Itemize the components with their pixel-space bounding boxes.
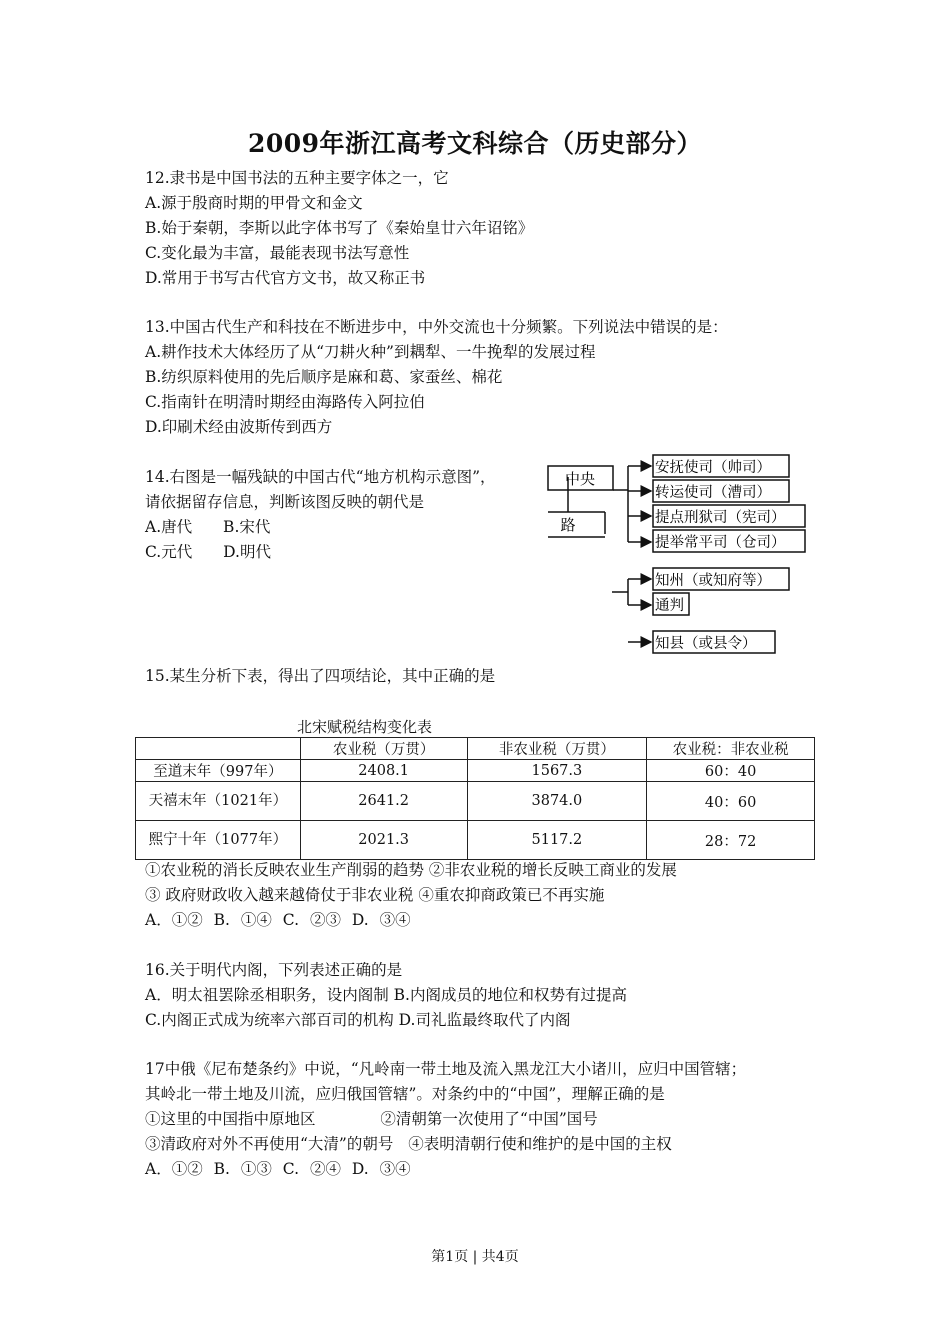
table-cell: 5117.2: [467, 821, 647, 860]
diagram-branch-4: 提举常平司（仓司）: [655, 535, 786, 551]
q14-stem-line2: 请依据留存信息，判断该图反映的朝代是: [145, 493, 425, 511]
q15-answers: A．①② B. ①④ C. ②③ D. ③④: [145, 911, 411, 929]
q17-stem-line2: 其岭北一带土地及川流，应归俄国管辖”。对条约中的“中国”，理解正确的是: [145, 1085, 665, 1103]
table-cell: 1567.3: [467, 760, 647, 782]
table-header-row: [136, 738, 815, 760]
q12-option-c: C.变化最为丰富，最能表现书法写意性: [145, 244, 410, 262]
q13-stem: 13.中国古代生产和科技在不断进步中，中外交流也十分频繁。下列说法中错误的是：: [145, 318, 728, 336]
q13-option-d: D.印刷术经由波斯传到西方: [145, 418, 333, 436]
page-footer: 第1页 | 共4页: [431, 1249, 519, 1265]
q13-option-a: A.耕作技术大体经历了从“刀耕火种”到耦犁、一牛挽犁的发展过程: [145, 343, 596, 361]
table-cell: 2408.1: [300, 760, 467, 782]
table-row: [136, 760, 815, 782]
tax-structure-table: [135, 737, 815, 860]
table-cell: 60：40: [647, 760, 815, 782]
q16-options-line2: C.内阁正式成为统率六部百司的机构 D.司礼监最终取代了内阁: [145, 1011, 571, 1029]
diagram-branch-2: 转运使司（漕司）: [655, 485, 771, 501]
table-cell: 至道末年（997年）: [136, 760, 301, 782]
q14-stem-line1: 14.右图是一幅残缺的中国古代“地方机构示意图”，: [145, 468, 496, 486]
diagram-zhizhou: 知州（或知府等）: [655, 573, 771, 589]
q12-option-d: D.常用于书写古代官方文书，故又称正书: [145, 269, 426, 287]
q12-stem: 12.隶书是中国书法的五种主要字体之一，它: [145, 169, 449, 187]
table-cell: 2641.2: [300, 782, 467, 821]
diagram-central-label: 中央: [564, 470, 596, 488]
local-institutions-diagram: [535, 452, 825, 662]
q15-statement-2: ③ 政府财政收入越来越倚仗于非农业税 ④重农抑商政策已不再实施: [145, 886, 605, 904]
q17-answers: A．①② B. ①③ C. ②④ D. ③④: [145, 1160, 411, 1178]
diagram-zhixian: 知县（或县令）: [655, 636, 757, 652]
q17-stem-line1: 17中俄《尼布楚条约》中说，“凡岭南一带土地及流入黑龙江大小诸川，应归中国管辖；: [145, 1060, 747, 1078]
q16-options-line1: A．明太祖罢除丞相职务，设内阁制 B.内阁成员的地位和权势有过提高: [145, 986, 627, 1004]
table-cell: 3874.0: [467, 782, 647, 821]
table-cell: 熙宁十年（1077年）: [136, 821, 301, 860]
table-title: 北宋赋税结构变化表: [297, 718, 433, 736]
table-header-cell: [136, 738, 301, 760]
table-row: [136, 782, 815, 821]
q16-stem: 16.关于明代内阁，下列表述正确的是: [145, 961, 403, 979]
table-row: [136, 821, 815, 860]
table-header-cell: 农业税（万贯）: [300, 738, 467, 760]
diagram-lu-label: 路: [560, 516, 576, 534]
q17-statements-line1: ①这里的中国指中原地区 ②清朝第一次使用了“中国”国号: [145, 1110, 598, 1128]
q13-option-c: C.指南针在明清时期经由海路传入阿拉伯: [145, 393, 425, 411]
q15-stem: 15.某生分析下表，得出了四项结论，其中正确的是: [145, 667, 496, 685]
q14-options-row2: C.元代 D.明代: [145, 543, 271, 561]
table-cell: 天禧末年（1021年）: [136, 782, 301, 821]
q17-statements-line2: ③清政府对外不再使用“大清”的朝号 ④表明清朝行使和维护的是中国的主权: [145, 1135, 672, 1153]
table-cell: 2021.3: [300, 821, 467, 860]
q15-statement-1: ①农业税的消长反映农业生产削弱的趋势 ②非农业税的增长反映工商业的发展: [145, 861, 677, 879]
q14-options-row1: A.唐代 B.宋代: [145, 518, 271, 536]
diagram-branch-3: 提点刑狱司（宪司）: [655, 510, 786, 526]
q13-option-b: B.纺织原料使用的先后顺序是麻和葛、家蚕丝、棉花: [145, 368, 503, 386]
table-header-cell: 农业税：非农业税: [647, 738, 815, 760]
table-cell: 28：72: [647, 821, 815, 860]
diagram-branch-1: 安抚使司（帅司）: [655, 460, 771, 476]
table-cell: 40：60: [647, 782, 815, 821]
page-title: 2009年浙江高考文科综合（历史部分）: [247, 129, 703, 158]
q12-option-a: A.源于殷商时期的甲骨文和金文: [145, 194, 363, 212]
q12-option-b: B.始于秦朝，李斯以此字体书写了《秦始皇廿六年诏铭》: [145, 219, 534, 237]
table-header-cell: 非农业税（万贯）: [467, 738, 647, 760]
diagram-tongpan: 通判: [655, 598, 684, 614]
